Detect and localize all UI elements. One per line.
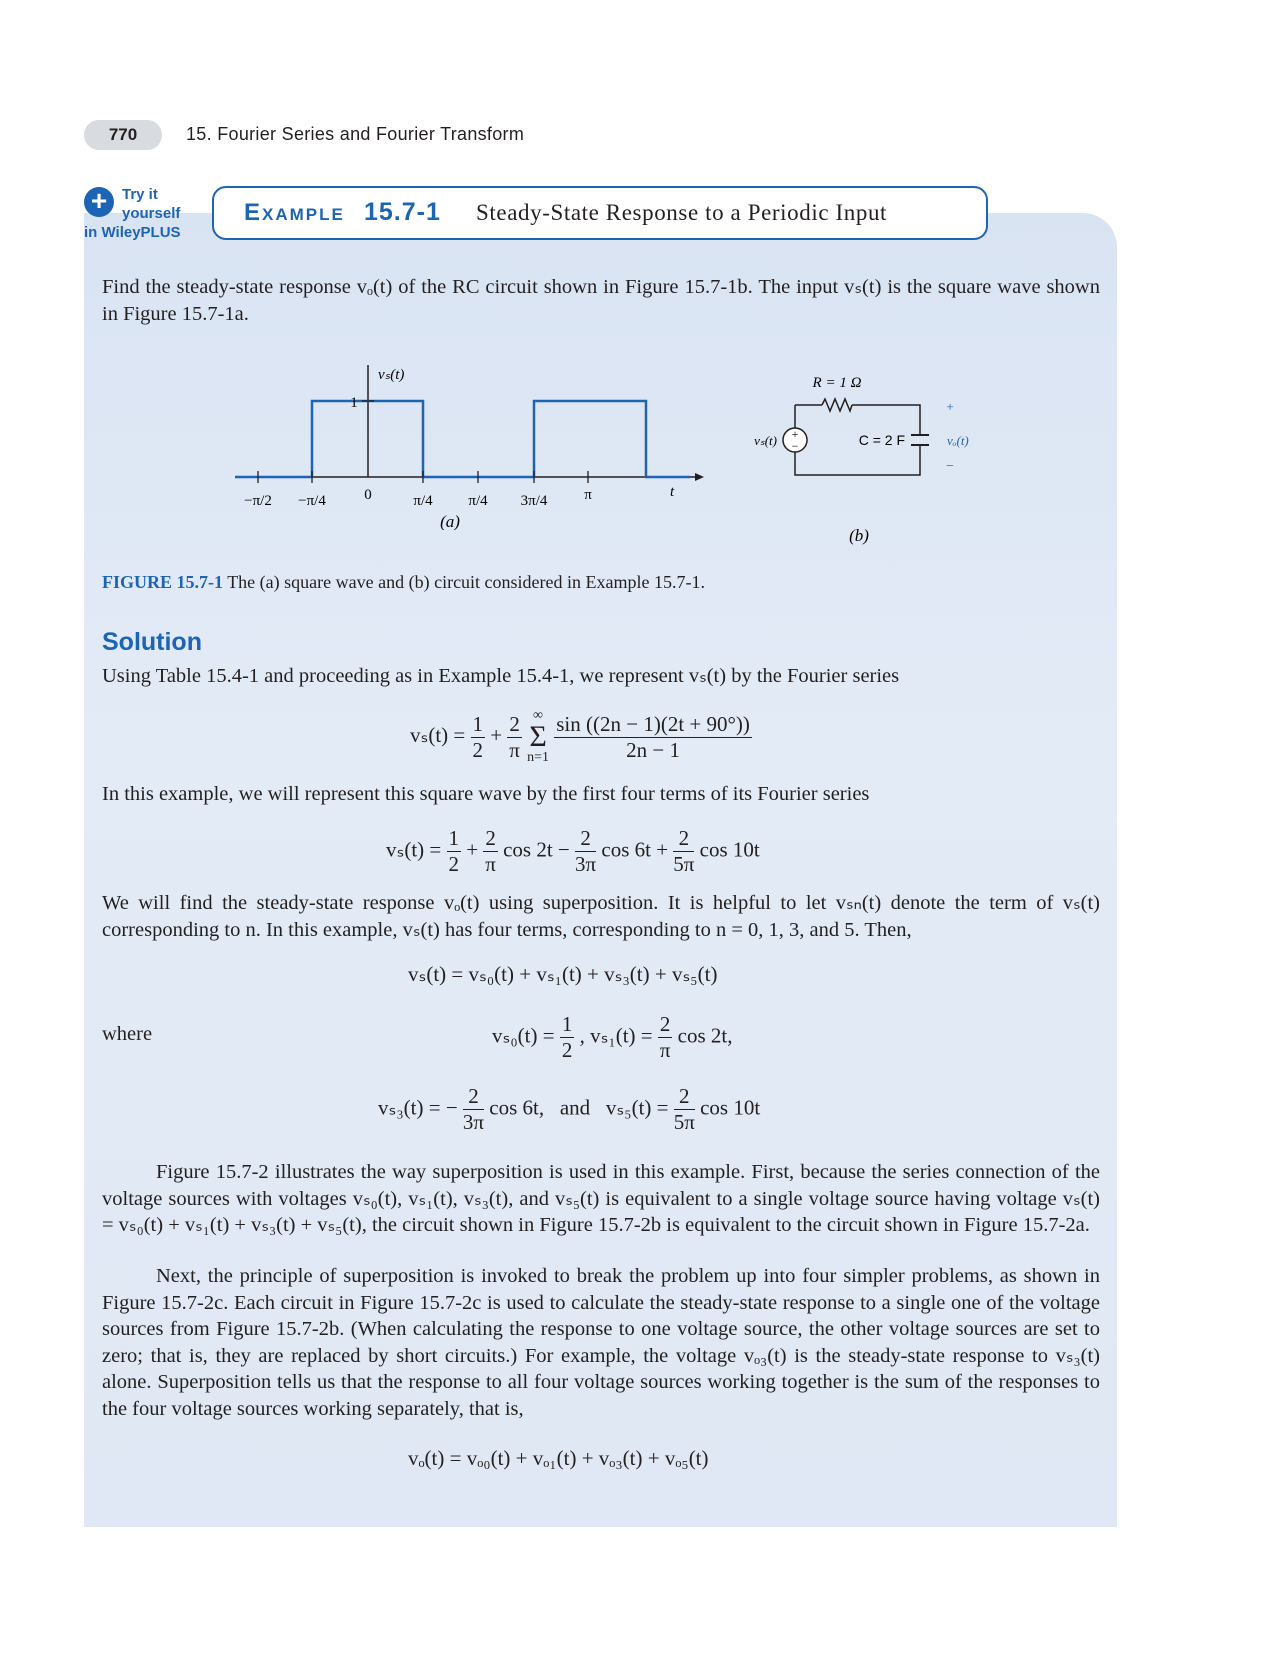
resistor-symbol (822, 399, 852, 411)
t-axis-label: t (670, 484, 675, 500)
tick-label-neg-pi-4: −π/4 (298, 493, 326, 509)
tick-label-3pi-4: 3π/4 (520, 493, 548, 509)
caption-label: FIGURE 15.7-1 (102, 572, 223, 592)
caption-text: The (a) square wave and (b) circuit considered in Example 15.7-1. (227, 572, 705, 592)
amp-label: 1 (350, 395, 358, 411)
plus-icon[interactable]: + (84, 187, 114, 217)
source-plus: + (791, 427, 799, 441)
vs0-vs1-equation: vₛ₀(t) = $\frac{1}{2}$ , vₛ₁(t) = $\frac{2}{\pi}$ cos 2t, (492, 1012, 733, 1062)
solution-paragraph-5: Next, the principle of superposition is invoked to break the problem up into four simpler problems, as shown in Figure 15.7-2c. Each circuit in Figure 15.7-2c is used to calculate the steady-state response to a single one of the voltage sources from Figure 15.7-2b. (When calculating the response to one voltage source, the other voltage sources are set to zero; that is, they are replaced by short circuits.) For example, the voltage vₒ₃(t) is the steady-state response to vₛ₃(t) alone. Superposition tells us that the response to all four voltage sources working together is the sum of the responses to the four voltage sources working separately, that is, (102, 1265, 1100, 1420)
example-number: 15.7-1 (364, 198, 441, 226)
solution-paragraph-2: In this example, we will represent this square wave by the first four terms of its Fourier series (102, 783, 870, 805)
figure-a-label: (a) (440, 512, 460, 530)
eq1-sum: ∞ Σ n=1 (527, 708, 549, 765)
tick-label-pi-4-b: π/4 (468, 493, 488, 509)
eq1-lhs: vₛ(t) = (410, 722, 466, 747)
eq1-coef: $\frac{2}{\pi}$ (509, 711, 520, 762)
eq1-half: $\frac{1}{2}$ (472, 711, 483, 762)
problem-statement: Find the steady-state response vₒ(t) of the RC circuit shown in Figure 15.7-1b. The input vₛ(t) is the square wave shown in Figure 15.7-1a. (102, 276, 1100, 325)
tick-label-neg-pi-2: −π/2 (244, 493, 272, 509)
example-label: Example (244, 199, 345, 226)
superposition-output-equation: vₒ(t) = vₒ₀(t) + vₒ₁(t) + vₒ₃(t) + vₒ₅(t) (408, 1446, 709, 1470)
try-it-line1[interactable]: Try it (122, 186, 158, 203)
eq1-term: $\frac{\sin ((2n - 1)(2t + 90^\circ))}{2n - 1}$ (556, 711, 750, 762)
truncated-series-equation: vₛ(t) = $\frac{1}{2}$ + $\frac{2}{\pi}$ cos 2t − $\frac{2}{3\pi}$ cos 6t + $\frac{2}{5\pi}$ cos 10t (386, 826, 760, 876)
source-minus: − (791, 439, 799, 453)
tick-label-pi: π (584, 487, 592, 503)
superposition-source-equation: vₛ(t) = vₛ₀(t) + vₛ₁(t) + vₛ₃(t) + vₛ₅(t) (408, 962, 718, 986)
vs3-vs5-equation: vₛ₃(t) = − $\frac{2}{3\pi}$ cos 6t, and vₛ₅(t) = $\frac{2}{5\pi}$ cos 10t (378, 1084, 761, 1134)
vs-axis-label: vₛ(t) (378, 367, 405, 383)
resistor-label: R = 1 Ω (812, 375, 862, 391)
output-label: vₒ(t) (947, 433, 969, 448)
tick-label-pi-4-a: π/4 (413, 493, 433, 509)
rc-circuit (735, 365, 995, 550)
figure-caption (102, 572, 705, 593)
page-number: 770 (84, 120, 162, 150)
figure-b-label: (b) (849, 526, 869, 545)
solution-heading: Solution (102, 628, 202, 656)
source-label: vₛ(t) (754, 433, 777, 448)
solution-paragraph-4: Figure 15.7-2 illustrates the way superposition is used in this example. First, because the series connection of the voltage sources with voltages vₛ₀(t), vₛ₁(t), vₛ₃(t), and vₛ₅(t) is equivalent to a single voltage source having voltage vₛ(t) = vₛ₀(t) + vₛ₁(t) + vₛ₃(t) + vₛ₅(t), the circuit shown in Figure 15.7-2b is equivalent to the circuit shown in Figure 15.7-2a. (102, 1161, 1100, 1236)
chapter-title: 15. Fourier Series and Fourier Transform (186, 124, 525, 144)
try-it-line3[interactable]: in WileyPLUS (84, 224, 181, 241)
square-wave-trace (235, 401, 690, 477)
try-it-line2[interactable]: yourself (122, 205, 181, 222)
where-label: where (102, 1023, 153, 1045)
eq1-plus: + (490, 722, 503, 747)
solution-paragraph-1: Using Table 15.4-1 and proceeding as in Example 15.4-1, we represent vₛ(t) by the Fourier series (102, 665, 900, 687)
example-title: Steady-State Response to a Periodic Input (476, 200, 888, 225)
example-header (212, 186, 988, 240)
output-plus: + (946, 399, 954, 414)
solution-paragraph-3: We will find the steady-state response vₒ(t) using superposition. It is helpful to let vₛₙ(t) denote the term of vₛ(t) corresponding to n. In this example, vₛ(t) has four terms, corresponding to n = 0, 1, 3, and 5. Then, (102, 892, 1100, 941)
fourier-series-equation (410, 708, 752, 766)
tick-label-0: 0 (364, 487, 372, 503)
square-wave-plot (220, 355, 720, 530)
capacitor-label: C = 2 F (858, 432, 905, 448)
time-axis-arrow (695, 473, 704, 481)
output-minus: − (946, 459, 954, 474)
